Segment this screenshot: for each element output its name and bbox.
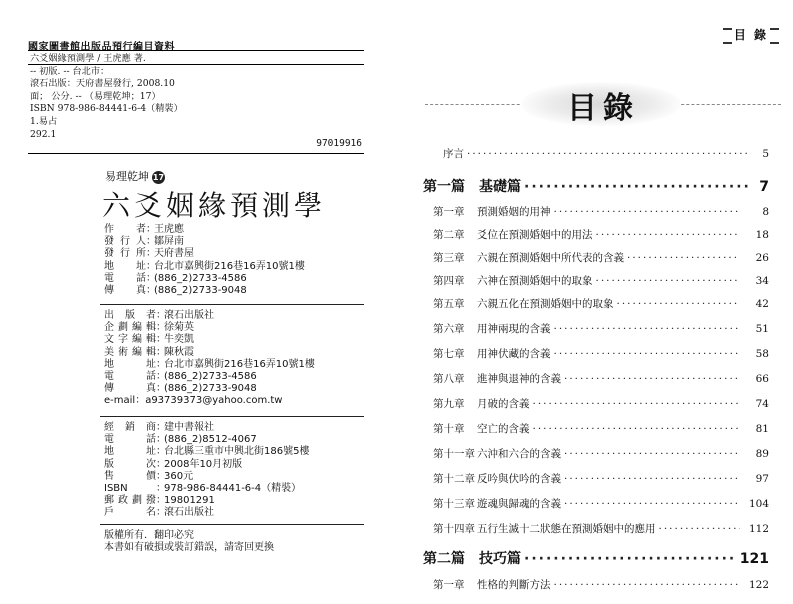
credits-block-1 [104,224,305,297]
toc-page-number: 26 [755,252,769,264]
credit-value: 台北市嘉興街216巷16弄10號1樓 [164,358,315,370]
credit-value: 2008年10月初版 [164,458,243,470]
credit-row: 電 話：(886_2)2733-4586 [104,272,247,284]
cip-record-box [28,50,364,154]
toc-chapter[interactable] [433,471,769,486]
cip-line-subject: 1.易占 [30,115,58,127]
credit-row: 發 行 人：鄒屏南 [104,236,184,248]
toc-part-2[interactable] [423,548,769,568]
chapter-number: 第三章 [433,252,465,264]
toc-page-number: 89 [755,448,769,460]
credit-label: 美術編輯 [104,346,156,358]
credit-value: 台北縣三重市中興北街186號5樓 [164,446,310,458]
series-name: 易理乾坤 [105,170,149,183]
credit-value: (886_2)2733-4586 [154,272,247,284]
credit-label: 經 銷 商 [104,422,156,433]
toc-page-number: 42 [755,298,769,310]
chapter-title: 月破的含義 [477,398,530,410]
credit-label: 企劃編輯 [104,322,156,334]
credit-value: (886_2)8512-4067 [164,434,257,446]
notice-text: 本書如有破損或裝訂錯誤，請寄回更換 [104,542,274,554]
chapter-title: 五行生滅十二狀態在預測婚姻中的應用 [477,523,656,535]
left-page [0,0,396,604]
credit-label: 郵政劃撥 [104,495,156,507]
cip-record-number: 97019916 [316,138,362,150]
credit-row: 美術編輯：陳秋霞 [104,346,194,358]
toc-part-title: 第一篇 基礎篇 [423,179,521,195]
chapter-number: 第九章 [433,398,465,410]
toc-page-number: 18 [755,229,769,241]
chapter-title: 爻位在預測婚姻中的用法 [477,229,593,241]
toc-title: 目錄 [567,91,639,126]
credit-value: 徐菊英 [164,322,194,334]
toc-page-number: 7 [759,179,769,195]
toc-page-number: 74 [755,398,769,410]
credit-value: (886_2)2733-4586 [164,371,257,383]
toc-chapter[interactable] [433,346,769,361]
credit-value: 978-986-84441-6-4（精裝） [164,483,302,495]
cip-line-pages: 面； 公分. -- （易理乾坤；17） [30,90,161,102]
chapter-number: 第二章 [433,229,465,241]
cip-line-publisher: 滾石出版：天府書屋發行, 2008.10 [30,78,175,90]
credit-row: 出 版 者：滾石出版社 [104,310,214,321]
cip-divider [28,64,364,65]
chapter-title: 遊魂與歸魂的含義 [477,498,561,510]
credit-label: 出 版 者 [104,310,156,321]
chapter-title: 用神伏藏的含義 [477,348,551,360]
credit-row: 傳 真：(886_2)2733-9048 [104,285,247,297]
credit-label: 地 址 [104,260,146,272]
chapter-number: 第一章 [433,206,465,218]
toc-part-1[interactable] [423,176,769,196]
cip-line-isbn: ISBN 978-986-84441-6-4（精裝） [30,103,183,115]
rights-text: 版權所有．翻印必究 [104,530,194,541]
chapter-title: 預測婚姻的用神 [477,206,551,218]
credit-row: 版 次：2008年10月初版 [104,458,243,470]
toc-part-title: 第二篇 技巧篇 [423,551,521,567]
toc-page-number: 5 [762,148,769,160]
credit-label: 電 話 [104,371,156,383]
credit-label: 傳 真 [104,383,156,395]
toc-page-number: 97 [755,473,769,485]
rights-block [104,530,274,554]
toc-entry-preface[interactable] [443,146,769,161]
cip-line-classification: 292.1 [30,128,57,140]
credit-label: 作 者 [104,224,146,235]
toc-chapter[interactable] [433,250,769,265]
corner-ornament-icon [723,28,732,44]
toc-chapter[interactable] [433,273,769,288]
book-title: 六爻姻緣預測學 [102,189,327,222]
toc-chapter[interactable] [433,521,769,536]
credit-value: (886_2)2733-9048 [164,383,257,395]
toc-chapter[interactable] [433,371,769,386]
credits-block-3 [104,422,309,520]
chapter-number: 第十二章 [433,473,475,485]
toc-chapter[interactable] [433,227,769,242]
credit-label: 發 行 人 [104,236,146,248]
toc-page-number: 66 [755,373,769,385]
toc-chapter[interactable] [433,496,769,511]
chapter-number: 第十三章 [433,498,475,510]
toc-chapter[interactable] [433,396,769,411]
credit-label: 發 行 所 [104,248,146,260]
chapter-number: 第一章 [433,579,465,591]
credit-row: 經 銷 商：建中書報社 [104,422,214,433]
chapter-number: 第十一章 [433,448,475,460]
toc-page-number: 51 [755,323,769,335]
divider [100,304,364,305]
credit-value: 滾石出版社 [164,310,214,321]
credit-row: 郵政劃撥：19801291 [104,495,215,507]
credit-value: 牛奕凱 [164,334,194,346]
credit-row: 作 者：王虎應 [104,224,184,235]
credit-row: 文字編輯：牛奕凱 [104,334,194,346]
credit-label: 文字編輯 [104,334,156,346]
chapter-number: 第八章 [433,373,465,385]
toc-page-number: 34 [755,275,769,287]
chapter-title: 六親五化在預測婚姻中的取象 [477,298,614,310]
credit-label: 版 次 [104,458,156,470]
credits-block-2 [104,310,315,408]
chapter-title: 六沖和六合的含義 [477,448,561,460]
toc-page-number: 112 [748,523,769,535]
series-label [105,168,165,184]
credit-label: ISBN [104,483,128,495]
credit-label: 戶 名 [104,507,156,519]
credit-row: 發 行 所：天府書屋 [104,248,194,260]
credit-row: 地 址：台北市嘉興街216巷16弄10號1樓 [104,358,315,370]
toc-chapter[interactable] [433,296,769,311]
credit-value: 建中書報社 [164,422,214,433]
chapter-title: 反吟與伏吟的含義 [477,473,561,485]
credit-value: 台北市嘉興街216巷16弄10號1樓 [154,260,305,272]
toc-entry-title: 序言 [443,148,464,160]
toc-page-number: 104 [748,498,769,510]
chapter-number: 第六章 [433,323,465,335]
chapter-title: 六神在預測婚姻中的取象 [477,275,593,287]
corner-section-label [721,26,781,44]
divider [100,416,364,417]
toc-page-number: 81 [755,423,769,435]
credit-value: 鄒屏南 [154,236,184,248]
corner-ornament-icon [770,28,779,44]
toc-page-number: 122 [748,579,769,591]
toc-page-number: 8 [762,206,769,218]
credit-row: 戶 名：滾石出版社 [104,507,214,519]
toc-chapter[interactable] [433,321,769,336]
chapter-title: 空亡的含義 [477,423,530,435]
toc-chapter[interactable] [433,577,769,592]
credit-value: 19801291 [164,495,215,507]
chapter-title: 進神與退神的含義 [477,373,561,385]
chapter-number: 第四章 [433,275,465,287]
credit-row: 企劃編輯：徐菊英 [104,322,194,334]
credit-label: 電 話 [104,272,146,284]
email-value: a93739373@yahoo.com.tw [145,395,283,407]
credit-row: 電 話：(886_2)8512-4067 [104,434,257,446]
credit-value: 360元 [164,470,194,482]
credit-row: ISBN ：978-986-84441-6-4（精裝） [104,483,302,495]
cip-header: 國家圖書館出版品預行編目資料 [28,42,175,53]
toc-chapter[interactable] [433,446,769,461]
credit-label: 售 價 [104,470,156,482]
toc-page-number: 58 [755,348,769,360]
toc-chapter[interactable] [433,204,769,219]
credit-row: 地 址：台北市嘉興街216巷16弄10號1樓 [104,260,305,272]
divider [100,524,364,525]
chapter-title: 用神兩現的含義 [477,323,551,335]
credit-label: 地 址 [104,446,156,458]
chapter-number: 第七章 [433,348,465,360]
chapter-number: 第五章 [433,298,465,310]
credit-value: 天府書屋 [154,248,194,260]
toc-heading [425,78,781,128]
toc-chapter[interactable] [433,421,769,436]
credit-row: 售 價：360元 [104,470,194,482]
chapter-number: 第十四章 [433,523,475,535]
series-number-badge: 17 [152,172,165,182]
cip-line-edition: -- 初版. -- 台北市： [30,65,110,77]
credit-row: 電 話：(886_2)2733-4586 [104,371,257,383]
credit-label: 地 址 [104,358,156,370]
credit-label: e-mail [104,395,136,407]
right-page [397,0,793,604]
credit-label: 傳 真 [104,285,146,297]
credit-label: 電 話 [104,434,156,446]
credit-row: e-mail：a93739373@yahoo.com.tw [104,395,283,407]
credit-row: 地 址：台北縣三重市中興北街186號5樓 [104,446,310,458]
credit-row: 傳 真：(886_2)2733-9048 [104,383,257,395]
credit-value: (886_2)2733-9048 [154,285,247,297]
corner-label-text: 目 錄 [733,28,768,42]
toc-page-number: 121 [739,551,769,567]
chapter-number: 第十章 [433,423,465,435]
credit-value: 王虎應 [154,224,184,235]
chapter-title: 性格的判斷方法 [477,579,551,591]
cip-line-title: 六爻姻緣預測學 / 王虎應 著. [30,53,146,64]
chapter-title: 六親在預測婚姻中所代表的含義 [477,252,624,264]
credit-value: 陳秋霞 [164,346,194,358]
credit-value: 滾石出版社 [164,507,214,519]
